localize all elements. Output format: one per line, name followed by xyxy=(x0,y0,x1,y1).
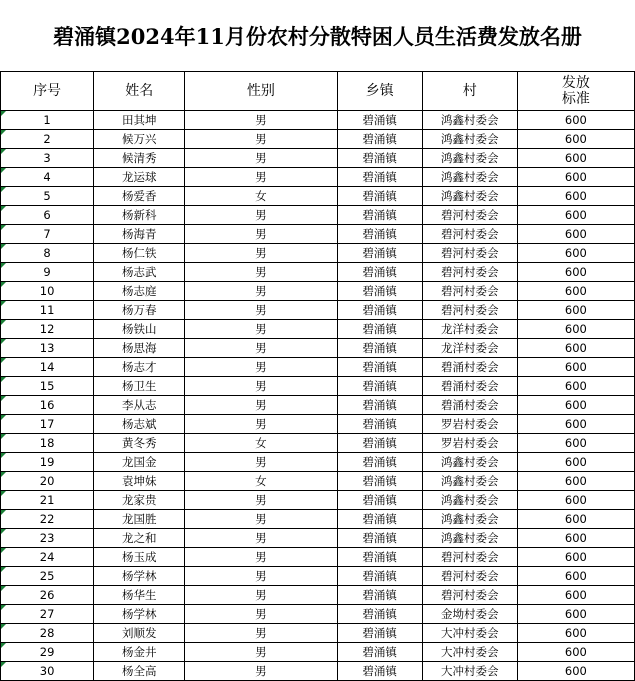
cell-village[interactable]: 碧河村委会 xyxy=(422,206,517,225)
cell-village[interactable]: 鸿鑫村委会 xyxy=(422,491,517,510)
cell-village[interactable]: 碧河村委会 xyxy=(422,586,517,605)
cell-no[interactable]: 24 xyxy=(1,548,94,567)
table-row xyxy=(1,149,635,168)
table-row xyxy=(1,130,635,149)
cell-town[interactable]: 碧涌镇 xyxy=(337,282,422,301)
cell-amount[interactable]: 600 xyxy=(517,244,634,263)
cell-village[interactable]: 龙洋村委会 xyxy=(422,320,517,339)
cell-town[interactable]: 碧涌镇 xyxy=(337,453,422,472)
cell-village[interactable]: 鸿鑫村委会 xyxy=(422,510,517,529)
cell-town[interactable]: 碧涌镇 xyxy=(337,472,422,491)
cell-gender[interactable]: 男 xyxy=(185,282,337,301)
cell-name[interactable]: 候清秀 xyxy=(94,149,185,168)
cell-no[interactable]: 27 xyxy=(1,605,94,624)
cell-town[interactable]: 碧涌镇 xyxy=(337,396,422,415)
cell-no[interactable]: 26 xyxy=(1,586,94,605)
cell-town[interactable]: 碧涌镇 xyxy=(337,377,422,396)
cell-village[interactable]: 大冲村委会 xyxy=(422,662,517,681)
cell-amount[interactable]: 600 xyxy=(517,130,634,149)
cell-village[interactable]: 碧河村委会 xyxy=(422,263,517,282)
cell-no[interactable]: 20 xyxy=(1,472,94,491)
cell-gender[interactable]: 男 xyxy=(185,624,337,643)
cell-gender[interactable]: 男 xyxy=(185,415,337,434)
table-row xyxy=(1,491,635,510)
cell-name[interactable]: 刘顺发 xyxy=(94,624,185,643)
cell-amount[interactable]: 600 xyxy=(517,149,634,168)
cell-gender[interactable]: 男 xyxy=(185,244,337,263)
cell-town[interactable]: 碧涌镇 xyxy=(337,244,422,263)
cell-amount[interactable]: 600 xyxy=(517,453,634,472)
cell-gender[interactable]: 男 xyxy=(185,206,337,225)
cell-village[interactable]: 鸿鑫村委会 xyxy=(422,187,517,206)
cell-gender[interactable]: 男 xyxy=(185,510,337,529)
cell-name[interactable]: 杨爱香 xyxy=(94,187,185,206)
table-row xyxy=(1,358,635,377)
cell-village[interactable]: 碧河村委会 xyxy=(422,225,517,244)
cell-village[interactable]: 大冲村委会 xyxy=(422,624,517,643)
cell-village[interactable]: 碧河村委会 xyxy=(422,282,517,301)
cell-town[interactable]: 碧涌镇 xyxy=(337,225,422,244)
cell-name[interactable]: 袁坤妹 xyxy=(94,472,185,491)
cell-no[interactable]: 1 xyxy=(1,111,94,130)
cell-amount[interactable]: 600 xyxy=(517,415,634,434)
cell-amount[interactable]: 600 xyxy=(517,491,634,510)
table-row xyxy=(1,586,635,605)
page-title: 碧涌镇2024年11月份农村分散特困人员生活费发放名册 xyxy=(53,23,582,49)
header-town[interactable]: 乡镇 xyxy=(337,72,422,111)
cell-name[interactable]: 杨学林 xyxy=(94,605,185,624)
cell-no[interactable]: 25 xyxy=(1,567,94,586)
table-row xyxy=(1,168,635,187)
cell-gender[interactable]: 男 xyxy=(185,225,337,244)
cell-no[interactable]: 15 xyxy=(1,377,94,396)
cell-gender[interactable]: 女 xyxy=(185,434,337,453)
header-name[interactable]: 姓名 xyxy=(94,72,185,111)
cell-name[interactable]: 杨学林 xyxy=(94,567,185,586)
cell-no[interactable]: 8 xyxy=(1,244,94,263)
cell-village[interactable]: 碧河村委会 xyxy=(422,548,517,567)
cell-village[interactable]: 鸿鑫村委会 xyxy=(422,149,517,168)
cell-town[interactable]: 碧涌镇 xyxy=(337,510,422,529)
cell-gender[interactable]: 男 xyxy=(185,168,337,187)
cell-name[interactable]: 杨华生 xyxy=(94,586,185,605)
table-row xyxy=(1,225,635,244)
cell-no[interactable]: 21 xyxy=(1,491,94,510)
header-row xyxy=(1,72,635,111)
table-row xyxy=(1,206,635,225)
cell-amount[interactable]: 600 xyxy=(517,263,634,282)
cell-amount[interactable]: 600 xyxy=(517,111,634,130)
table-row xyxy=(1,111,635,130)
cell-name[interactable]: 杨卫生 xyxy=(94,377,185,396)
cell-town[interactable]: 碧涌镇 xyxy=(337,567,422,586)
cell-village[interactable]: 罗岩村委会 xyxy=(422,415,517,434)
cell-amount[interactable]: 600 xyxy=(517,434,634,453)
cell-gender[interactable]: 男 xyxy=(185,377,337,396)
cell-amount[interactable]: 600 xyxy=(517,187,634,206)
table-row xyxy=(1,453,635,472)
cell-village[interactable]: 鸿鑫村委会 xyxy=(422,168,517,187)
cell-town[interactable]: 碧涌镇 xyxy=(337,206,422,225)
cell-town[interactable]: 碧涌镇 xyxy=(337,301,422,320)
cell-amount[interactable]: 600 xyxy=(517,643,634,662)
cell-town[interactable]: 碧涌镇 xyxy=(337,339,422,358)
table-row xyxy=(1,396,635,415)
cell-village[interactable]: 碧涌村委会 xyxy=(422,358,517,377)
cell-gender[interactable]: 男 xyxy=(185,358,337,377)
cell-amount[interactable]: 600 xyxy=(517,548,634,567)
table-row xyxy=(1,605,635,624)
cell-no[interactable]: 17 xyxy=(1,415,94,434)
cell-amount[interactable]: 600 xyxy=(517,168,634,187)
cell-town[interactable]: 碧涌镇 xyxy=(337,586,422,605)
cell-gender[interactable]: 男 xyxy=(185,567,337,586)
cell-no[interactable]: 10 xyxy=(1,282,94,301)
cell-no[interactable]: 6 xyxy=(1,206,94,225)
cell-name[interactable]: 杨全高 xyxy=(94,662,185,681)
cell-town[interactable]: 碧涌镇 xyxy=(337,168,422,187)
cell-gender[interactable]: 男 xyxy=(185,396,337,415)
cell-village[interactable]: 碧河村委会 xyxy=(422,567,517,586)
cell-town[interactable]: 碧涌镇 xyxy=(337,187,422,206)
table-row xyxy=(1,244,635,263)
cell-name[interactable]: 杨海青 xyxy=(94,225,185,244)
cell-amount[interactable]: 600 xyxy=(517,510,634,529)
cell-name[interactable]: 杨志庭 xyxy=(94,282,185,301)
cell-name[interactable]: 杨仁铁 xyxy=(94,244,185,263)
table-row xyxy=(1,548,635,567)
cell-gender[interactable]: 男 xyxy=(185,491,337,510)
cell-name[interactable]: 龙之和 xyxy=(94,529,185,548)
cell-gender[interactable]: 男 xyxy=(185,339,337,358)
table-row xyxy=(1,662,635,681)
cell-village[interactable]: 碧涌村委会 xyxy=(422,377,517,396)
cell-amount[interactable]: 600 xyxy=(517,320,634,339)
cell-name[interactable]: 杨志斌 xyxy=(94,415,185,434)
cell-amount[interactable]: 600 xyxy=(517,339,634,358)
cell-no[interactable]: 5 xyxy=(1,187,94,206)
cell-town[interactable]: 碧涌镇 xyxy=(337,434,422,453)
header-gender[interactable]: 性别 xyxy=(185,72,337,111)
header-village[interactable]: 村 xyxy=(422,72,517,111)
cell-name[interactable]: 田其坤 xyxy=(94,111,185,130)
cell-village[interactable]: 龙洋村委会 xyxy=(422,339,517,358)
cell-no[interactable]: 16 xyxy=(1,396,94,415)
cell-gender[interactable]: 男 xyxy=(185,662,337,681)
cell-town[interactable]: 碧涌镇 xyxy=(337,130,422,149)
cell-amount[interactable]: 600 xyxy=(517,377,634,396)
table-row xyxy=(1,339,635,358)
cell-town[interactable]: 碧涌镇 xyxy=(337,605,422,624)
cell-no[interactable]: 30 xyxy=(1,662,94,681)
cell-village[interactable]: 鸿鑫村委会 xyxy=(422,472,517,491)
cell-gender[interactable]: 男 xyxy=(185,586,337,605)
cell-no[interactable]: 4 xyxy=(1,168,94,187)
table-row xyxy=(1,624,635,643)
cell-town[interactable]: 碧涌镇 xyxy=(337,111,422,130)
cell-village[interactable]: 金坳村委会 xyxy=(422,605,517,624)
cell-no[interactable]: 3 xyxy=(1,149,94,168)
cell-gender[interactable]: 女 xyxy=(185,472,337,491)
cell-name[interactable]: 杨万春 xyxy=(94,301,185,320)
cell-town[interactable]: 碧涌镇 xyxy=(337,415,422,434)
cell-amount[interactable]: 600 xyxy=(517,472,634,491)
cell-gender[interactable]: 男 xyxy=(185,301,337,320)
cell-no[interactable]: 23 xyxy=(1,529,94,548)
cell-name[interactable]: 黄冬秀 xyxy=(94,434,185,453)
cell-no[interactable]: 12 xyxy=(1,320,94,339)
cell-town[interactable]: 碧涌镇 xyxy=(337,548,422,567)
cell-no[interactable]: 11 xyxy=(1,301,94,320)
cell-gender[interactable]: 男 xyxy=(185,111,337,130)
cell-town[interactable]: 碧涌镇 xyxy=(337,358,422,377)
cell-name[interactable]: 龙运球 xyxy=(94,168,185,187)
table-row xyxy=(1,510,635,529)
cell-town[interactable]: 碧涌镇 xyxy=(337,643,422,662)
cell-name[interactable]: 龙国胜 xyxy=(94,510,185,529)
cell-town[interactable]: 碧涌镇 xyxy=(337,320,422,339)
cell-village[interactable]: 大冲村委会 xyxy=(422,643,517,662)
cell-no[interactable]: 18 xyxy=(1,434,94,453)
cell-village[interactable]: 鸿鑫村委会 xyxy=(422,111,517,130)
cell-name[interactable]: 李从志 xyxy=(94,396,185,415)
cell-no[interactable]: 22 xyxy=(1,510,94,529)
cell-name[interactable]: 杨思海 xyxy=(94,339,185,358)
cell-gender[interactable]: 男 xyxy=(185,320,337,339)
cell-village[interactable]: 鸿鑫村委会 xyxy=(422,130,517,149)
cell-village[interactable]: 鸿鑫村委会 xyxy=(422,453,517,472)
cell-village[interactable]: 罗岩村委会 xyxy=(422,434,517,453)
cell-gender[interactable]: 男 xyxy=(185,643,337,662)
cell-village[interactable]: 碧河村委会 xyxy=(422,244,517,263)
cell-amount[interactable]: 600 xyxy=(517,567,634,586)
cell-amount[interactable]: 600 xyxy=(517,396,634,415)
cell-amount[interactable]: 600 xyxy=(517,301,634,320)
cell-no[interactable]: 19 xyxy=(1,453,94,472)
cell-gender[interactable]: 男 xyxy=(185,453,337,472)
cell-town[interactable]: 碧涌镇 xyxy=(337,624,422,643)
cell-no[interactable]: 14 xyxy=(1,358,94,377)
table-row xyxy=(1,320,635,339)
cell-name[interactable]: 杨志才 xyxy=(94,358,185,377)
cell-name[interactable]: 杨铁山 xyxy=(94,320,185,339)
cell-town[interactable]: 碧涌镇 xyxy=(337,662,422,681)
cell-village[interactable]: 鸿鑫村委会 xyxy=(422,529,517,548)
header-amount-line2: 标准 xyxy=(561,91,590,107)
table-row xyxy=(1,282,635,301)
cell-gender[interactable]: 男 xyxy=(185,130,337,149)
cell-village[interactable]: 碧涌村委会 xyxy=(422,396,517,415)
cell-amount[interactable]: 600 xyxy=(517,529,634,548)
cell-gender[interactable]: 男 xyxy=(185,548,337,567)
table-row xyxy=(1,301,635,320)
cell-no[interactable]: 9 xyxy=(1,263,94,282)
cell-town[interactable]: 碧涌镇 xyxy=(337,491,422,510)
table-row xyxy=(1,472,635,491)
cell-town[interactable]: 碧涌镇 xyxy=(337,263,422,282)
table-row xyxy=(1,187,635,206)
cell-name[interactable]: 杨新科 xyxy=(94,206,185,225)
cell-name[interactable]: 龙家贵 xyxy=(94,491,185,510)
table-row xyxy=(1,643,635,662)
cell-no[interactable]: 7 xyxy=(1,225,94,244)
cell-name[interactable]: 杨志武 xyxy=(94,263,185,282)
table-row xyxy=(1,567,635,586)
header-no[interactable]: 序号 xyxy=(1,72,94,111)
cell-name[interactable]: 候万兴 xyxy=(94,130,185,149)
cell-town[interactable]: 碧涌镇 xyxy=(337,149,422,168)
header-amount[interactable] xyxy=(517,72,634,111)
table-row xyxy=(1,434,635,453)
cell-no[interactable]: 28 xyxy=(1,624,94,643)
table-row xyxy=(1,263,635,282)
cell-amount[interactable]: 600 xyxy=(517,586,634,605)
cell-gender[interactable]: 男 xyxy=(185,149,337,168)
cell-name[interactable]: 杨金井 xyxy=(94,643,185,662)
cell-gender[interactable]: 男 xyxy=(185,263,337,282)
table-row xyxy=(1,415,635,434)
cell-name[interactable]: 龙国金 xyxy=(94,453,185,472)
cell-no[interactable]: 2 xyxy=(1,130,94,149)
table-row xyxy=(1,529,635,548)
cell-town[interactable]: 碧涌镇 xyxy=(337,529,422,548)
cell-gender[interactable]: 男 xyxy=(185,605,337,624)
cell-village[interactable]: 碧河村委会 xyxy=(422,301,517,320)
cell-amount[interactable]: 600 xyxy=(517,624,634,643)
cell-gender[interactable]: 男 xyxy=(185,529,337,548)
cell-amount[interactable]: 600 xyxy=(517,225,634,244)
cell-gender[interactable]: 女 xyxy=(185,187,337,206)
cell-name[interactable]: 杨玉成 xyxy=(94,548,185,567)
cell-amount[interactable]: 600 xyxy=(517,662,634,681)
cell-amount[interactable]: 600 xyxy=(517,206,634,225)
cell-no[interactable]: 13 xyxy=(1,339,94,358)
cell-amount[interactable]: 600 xyxy=(517,282,634,301)
roster-table xyxy=(0,71,635,681)
table-row xyxy=(1,377,635,396)
cell-amount[interactable]: 600 xyxy=(517,605,634,624)
cell-amount[interactable]: 600 xyxy=(517,358,634,377)
header-amount-line1: 发放 xyxy=(561,75,590,91)
cell-no[interactable]: 29 xyxy=(1,643,94,662)
